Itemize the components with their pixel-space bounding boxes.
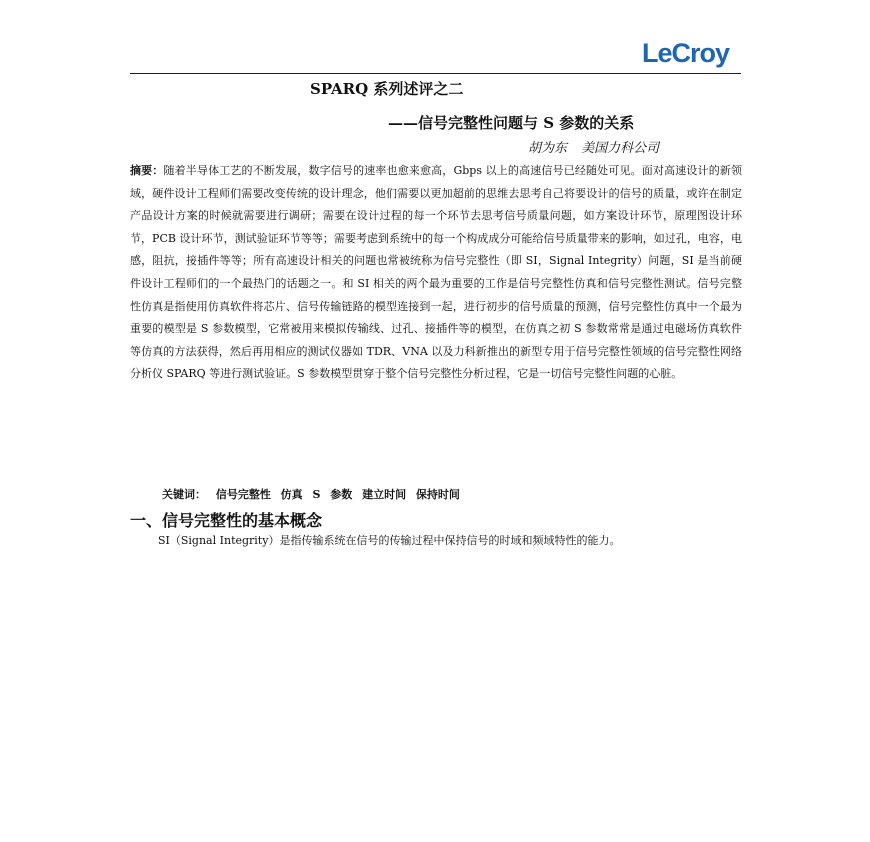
keywords-line: 关键词： 信号完整性 仿真 S 参数 建立时间 保持时间: [162, 488, 460, 501]
abstract-text: 随着半导体工艺的不断发展，数字信号的速率也愈来愈高，Gbps 以上的高速信号已经随处可见。面对高速设计的新领域，硬件设计工程师们需要改变传统的设计理念，他们需要以更加超前的思维去思考自己将要设计的信号的质量，或许在制定产品设计方案的时候就需要进行调研；需要在设计过程的每一个环节去思考信号质量问题，如方案设计环节，原理图设计环节，PCB 设计环节，测试验证环节等等；需要考虑到系统中的每一个构成成分可能给信号质量带来的影响，如过孔，电容，电感，阻抗，接插件等等；所有高速设计相关的问题也常被统称为信号完整性（即 SI，Signal Integrity）问题，SI 是当前硬件设计工程师们的一个最热门的话题之一。和 SI 相关的两个最为重要的工作是信号完整性仿真和信号完整性测试。信号完整性仿真是指使用仿真软件将芯片、信号传输链路的模型连接到一起，进行初步的信号质量的预测，信号完整性仿真中一个最为重要的模型是 S 参数模型，它常被用来模拟传输线、过孔、接插件等的模型，在仿真之初 S 参数常常是通过电磁场仿真软件等仿真的方法获得，然后再用相应的测试仪器如 TDR、VNA 以及力科新推出的新型专用于信号完整性领域的信号完整性网络分析仪 SPARQ 等进行测试验证。S 参数模型贯穿于整个信号完整性分析过程，它是一切信号完整性问题的心脏。: [130, 164, 743, 381]
section-heading: 一、信号完整性的基本概念: [130, 511, 323, 530]
lecroy-logo: LeCroy: [642, 38, 730, 68]
document-subtitle: ——信号完整性问题与 S 参数的关系: [388, 114, 635, 132]
section-paragraph: SI（Signal Integrity）是指传输系统在信号的传输过程中保持信号的时域和频域特性的能力。: [158, 534, 621, 547]
abstract-label: 摘要：: [130, 164, 164, 177]
author-line: 胡为东 美国力科公司: [528, 141, 660, 156]
abstract-paragraph: [130, 160, 742, 386]
header-rule: [130, 73, 741, 74]
document-title: SPARQ 系列述评之二: [310, 80, 464, 98]
